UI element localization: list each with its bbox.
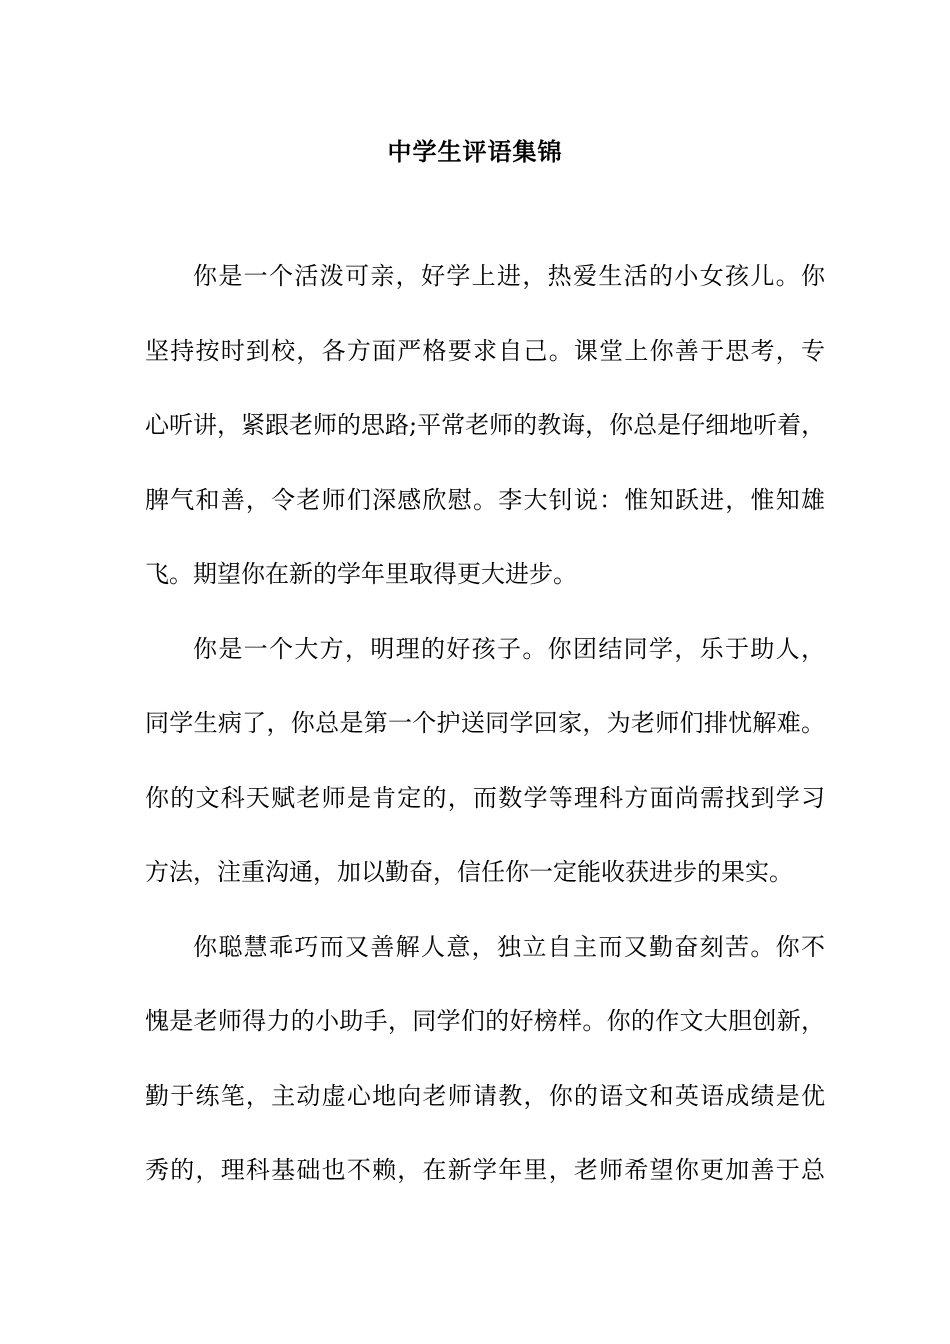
paragraph-2-line-4: 方法，注重沟通，加以勤奋，信任你一定能收获进步的果实。 xyxy=(145,858,793,886)
paragraph-2-line-1: 你是一个大方，明理的好孩子。你团结同学，乐于助人， xyxy=(193,634,825,663)
paragraph-1-line-3: 心听讲，紧跟老师的思路;平常老师的教诲，你总是仔细地听着， xyxy=(145,411,826,439)
paragraph-2-line-2: 同学生病了，你总是第一个护送同学回家，为老师们排忧解难。 xyxy=(145,709,825,737)
paragraph-2-line-3: 你的文科天赋老师是肯定的，而数学等理科方面尚需找到学习 xyxy=(145,783,825,812)
paragraph-3-line-2: 愧是老师得力的小助手，同学们的好榜样。你的作文大胆创新， xyxy=(145,1007,825,1035)
paragraph-1-line-5: 飞。期望你在新的学年里取得更大进步。 xyxy=(145,560,577,588)
paragraph-3-line-1: 你聪慧乖巧而又善解人意，独立自主而又勤奋刻苦。你不 xyxy=(193,932,825,961)
paragraph-3-line-3: 勤于练笔，主动虚心地向老师请教，你的语文和英语成绩是优 xyxy=(145,1081,825,1110)
paragraph-1-line-2: 坚持按时到校，各方面严格要求自己。课堂上你善于思考，专 xyxy=(145,336,825,365)
paragraph-3-line-4: 秀的，理科基础也不赖，在新学年里，老师希望你更加善于总 xyxy=(145,1156,825,1184)
document-title: 中学生评语集锦 xyxy=(387,137,563,166)
document-body xyxy=(145,256,825,1225)
paragraph-1-line-1: 你是一个活泼可亲，好学上进，热爱生活的小女孩儿。你 xyxy=(193,262,825,290)
paragraph-1-line-4: 脾气和善，令老师们深感欣慰。李大钊说：惟知跃进，惟知雄 xyxy=(145,485,825,514)
